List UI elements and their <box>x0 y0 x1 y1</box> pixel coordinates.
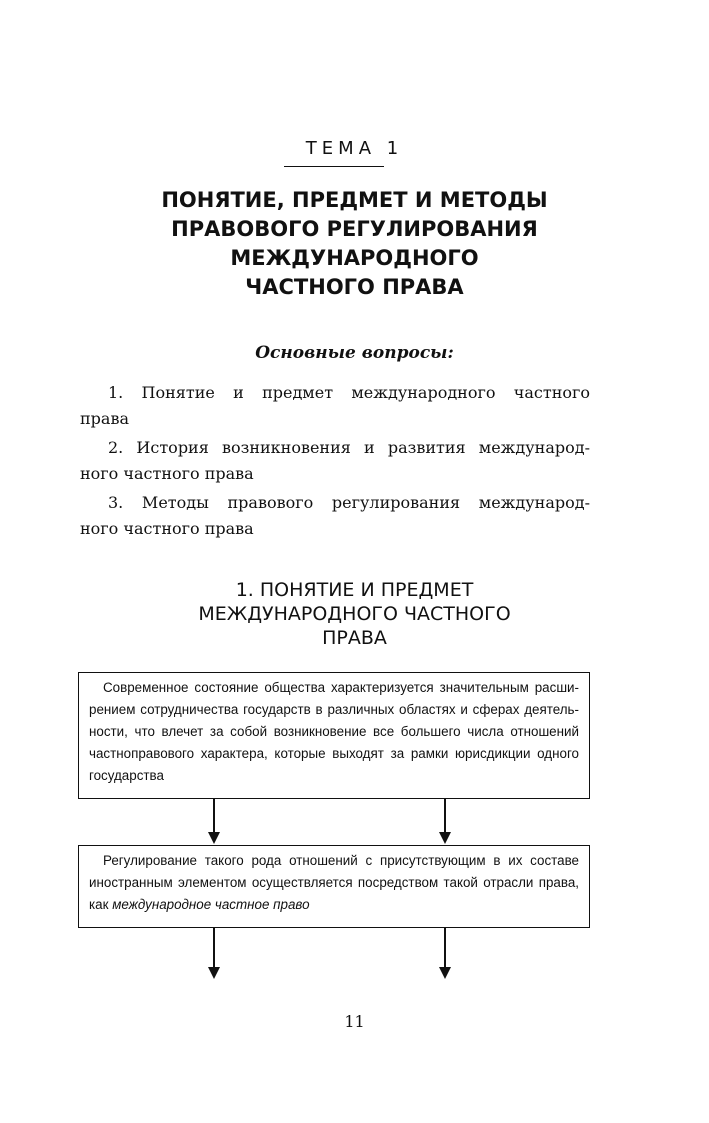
question-line: права <box>80 409 129 428</box>
theme-label: ТЕМА 1 <box>305 138 404 159</box>
chapter-title-line: ПРАВОВОГО РЕГУЛИРОВАНИЯ <box>171 217 538 241</box>
box-line-prefix: как <box>89 897 113 912</box>
box-line: Современное состояние общества характеризуется значительным расши- <box>103 680 579 695</box>
chapter-title-line: ПОНЯТИЕ, ПРЕДМЕТ И МЕТОДЫ <box>161 188 548 212</box>
box-line: ности, что влечет за собой возникновение все большего числа отношений <box>89 724 579 739</box>
down-arrow-icon <box>208 928 220 980</box>
question-line: ного частного права <box>80 464 254 483</box>
question-line: 2. История возникновения и развития международ- <box>108 438 590 457</box>
box-line: рением сотрудничества государств в различных областях и сферах деятель- <box>89 702 579 717</box>
theme-underline <box>284 166 384 167</box>
box-line: частноправового характера, которые выходят за рамки юрисдикции одного <box>89 746 579 761</box>
questions-heading: Основные вопросы: <box>255 343 454 363</box>
question-item <box>80 380 590 432</box>
question-item <box>80 435 590 487</box>
down-arrow-icon <box>208 799 220 845</box>
box-line: Регулирование такого рода отношений с присутствующим в их составе <box>103 853 579 868</box>
box-line <box>89 894 579 916</box>
box-line: иностранным элементом осуществляется посредством такой отрасли права, <box>89 875 579 890</box>
question-line: 1. Понятие и предмет международного частного <box>108 383 590 402</box>
chapter-title-line: МЕЖДУНАРОДНОГО <box>230 246 479 270</box>
question-line: 3. Методы правового регулирования международ- <box>108 493 590 512</box>
term-italic: международное частное право <box>112 897 310 912</box>
section-heading-line: ПРАВА <box>322 627 387 649</box>
page-number: 11 <box>344 1012 365 1031</box>
diagram-box-regulation <box>78 845 590 928</box>
down-arrow-icon <box>439 799 451 845</box>
diagram-box-context <box>78 672 590 799</box>
box-line: государства <box>89 768 164 783</box>
question-line: ного частного права <box>80 519 254 538</box>
section-heading <box>120 578 589 650</box>
chapter-title <box>100 186 609 302</box>
section-heading-line: 1. ПОНЯТИЕ И ПРЕДМЕТ <box>235 579 474 601</box>
section-heading-line: МЕЖДУНАРОДНОГО ЧАСТНОГО <box>198 603 511 625</box>
down-arrow-icon <box>439 928 451 980</box>
chapter-title-line: ЧАСТНОГО ПРАВА <box>245 275 464 299</box>
question-item <box>80 490 590 542</box>
